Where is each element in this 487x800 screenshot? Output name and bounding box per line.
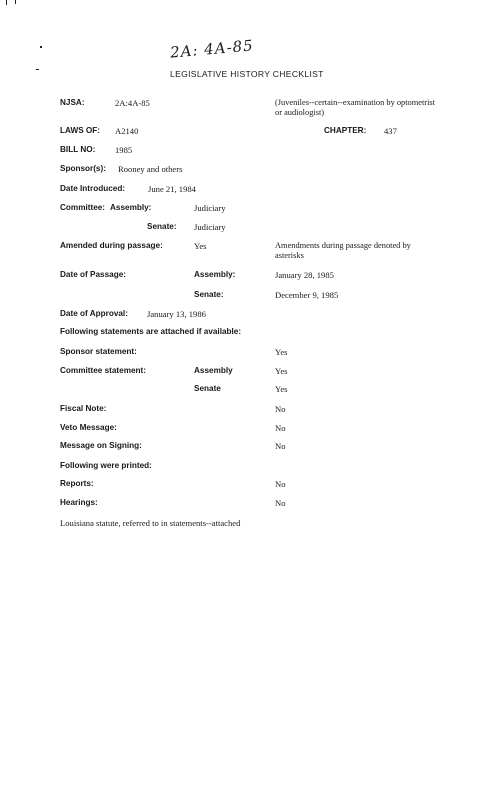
njsa-label: NJSA: bbox=[60, 98, 85, 107]
committee-assembly-value: Judiciary bbox=[194, 203, 226, 213]
veto-message-label: Veto Message: bbox=[60, 423, 117, 432]
scan-speck bbox=[6, 0, 7, 5]
njsa-value: 2A:4A-85 bbox=[115, 98, 150, 108]
committee-statement-assembly-label: Assembly bbox=[194, 366, 233, 375]
njsa-note: (Juveniles--certain--examination by optometrist or audiologist) bbox=[275, 98, 436, 117]
footer-note: Louisiana statute, referred to in statements--attached bbox=[60, 518, 241, 528]
laws-of-label: LAWS OF: bbox=[60, 126, 101, 135]
bill-no-label: BILL NO: bbox=[60, 145, 96, 154]
reports-label: Reports: bbox=[60, 479, 94, 488]
reports-value: No bbox=[275, 479, 286, 489]
date-of-passage-label: Date of Passage: bbox=[60, 270, 126, 279]
scan-speck bbox=[15, 0, 16, 4]
sponsor-statement-label: Sponsor statement: bbox=[60, 347, 137, 356]
fiscal-note-label: Fiscal Note: bbox=[60, 404, 107, 413]
committee-statement-label: Committee statement: bbox=[60, 366, 146, 375]
date-of-approval-value: January 13, 1986 bbox=[147, 309, 206, 319]
passage-assembly-label: Assembly: bbox=[194, 270, 236, 279]
committee-senate-label: Senate: bbox=[147, 222, 177, 231]
message-on-signing-value: No bbox=[275, 441, 286, 451]
amended-note: Amendments during passage denoted by asterisks bbox=[275, 241, 411, 260]
scan-speck bbox=[40, 46, 42, 48]
passage-senate-value: December 9, 1985 bbox=[275, 290, 339, 300]
following-attached-heading: Following statements are attached if available: bbox=[60, 327, 242, 336]
committee-assembly-label: Assembly: bbox=[110, 203, 152, 212]
scan-speck bbox=[36, 69, 39, 70]
hearings-value: No bbox=[275, 498, 286, 508]
date-introduced-value: June 21, 1984 bbox=[148, 184, 196, 194]
chapter-value: 437 bbox=[384, 126, 397, 136]
veto-message-value: No bbox=[275, 423, 286, 433]
passage-assembly-value: January 28, 1985 bbox=[275, 270, 334, 280]
committee-statement-senate-value: Yes bbox=[275, 384, 288, 394]
message-on-signing-label: Message on Signing: bbox=[60, 441, 142, 450]
date-of-approval-label: Date of Approval: bbox=[60, 309, 128, 318]
amended-value: Yes bbox=[194, 241, 207, 251]
committee-senate-value: Judiciary bbox=[194, 222, 226, 232]
passage-senate-label: Senate: bbox=[194, 290, 224, 299]
committee-statement-assembly-value: Yes bbox=[275, 366, 288, 376]
sponsor-label: Sponsor(s): bbox=[60, 164, 106, 173]
page-title: LEGISLATIVE HISTORY CHECKLIST bbox=[170, 69, 324, 79]
laws-of-value: A2140 bbox=[115, 126, 139, 136]
following-printed-heading: Following were printed: bbox=[60, 461, 152, 470]
date-introduced-label: Date Introduced: bbox=[60, 184, 126, 193]
amended-label: Amended during passage: bbox=[60, 241, 163, 250]
hearings-label: Hearings: bbox=[60, 498, 98, 507]
fiscal-note-value: No bbox=[275, 404, 286, 414]
bill-no-value: 1985 bbox=[115, 145, 133, 155]
committee-statement-senate-label: Senate bbox=[194, 384, 221, 393]
handwritten-code: 2A: 4A-85 bbox=[169, 36, 255, 62]
committee-label: Committee: bbox=[60, 203, 106, 212]
sponsor-value: Rooney and others bbox=[118, 164, 183, 174]
sponsor-statement-value: Yes bbox=[275, 347, 288, 357]
chapter-label: CHAPTER: bbox=[324, 126, 367, 135]
